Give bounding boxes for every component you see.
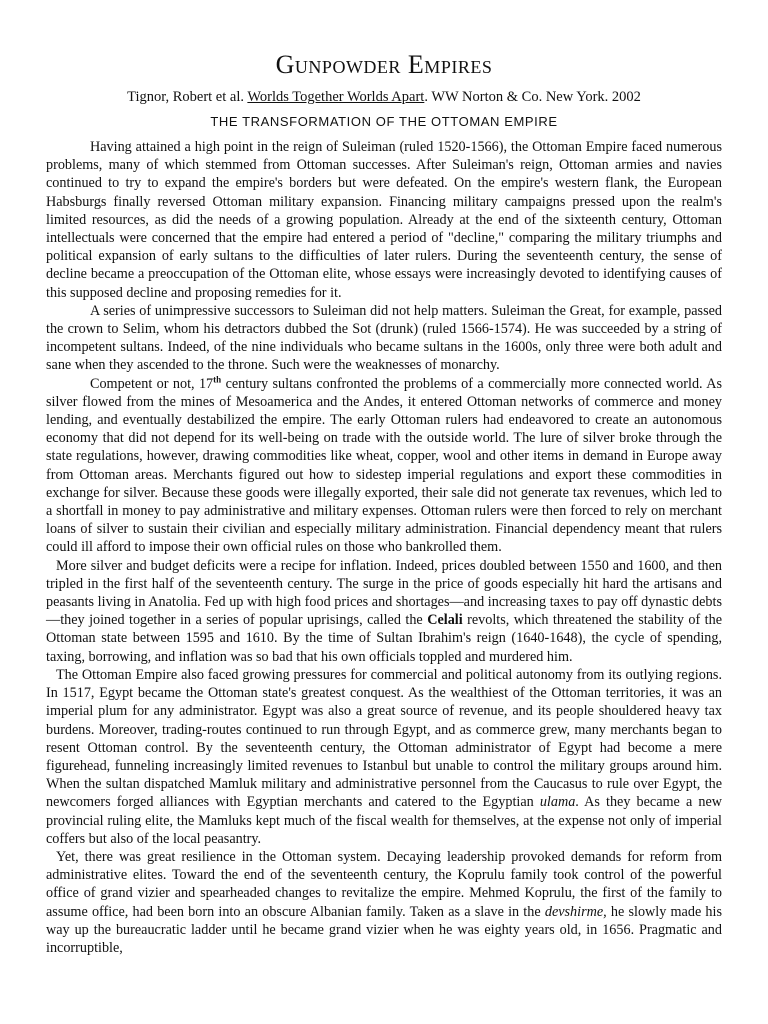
- paragraph-5: [46, 666, 722, 848]
- term-ulama: ulama: [539, 794, 576, 811]
- citation: [46, 88, 722, 106]
- citation-work: Worlds Together Worlds Apart: [247, 89, 425, 105]
- citation-authors: Tignor, Robert et al.: [127, 89, 244, 105]
- paragraph-4: [46, 557, 722, 666]
- paragraph-6-start: Yet, there was great resilience in the Ottoman system. Decaying leadership provoked demands for reform from administrative elites. Toward the end of the seventeenth century, the Koprulu family took control of the powerful office of grand vizier and spearheaded changes to revitalize the empire. Mehmed Koprulu, the first of the family to assume office, had been born into an obscure Albanian family. Taken as a slave in the: [46, 848, 722, 920]
- paragraph-4-start: More silver and budget deficits were a recipe for inflation. Indeed, prices doubled between 1550 and 1600, and then tripled in the first half of the seventeenth century. The surge in the price of goods especially hit hard the artisans and peasants living in Anatolia. Fed up with high food prices and shortages—and increasing taxes to pay off dynastic debts—they joined together in a series of popular uprisings, called the: [46, 557, 722, 629]
- page-title: Gunpowder Empires: [275, 50, 493, 79]
- document-body: [46, 138, 722, 957]
- paragraph-5-start: The Ottoman Empire also faced growing pressures for commercial and political autonomy from its outlying regions. In 1517, Egypt became the Ottoman state's greatest conquest. As the wealthiest of the Ottoman territories, it was an imperial plum for any administrator. Egypt was also a great source of revenue, and its people shouldered heavy tax burdens. Moreover, trading-routes continued to run through Egypt, and as commerce grew, many merchants began to resent Ottoman control. By the seventeenth century, the Ottoman administrator of Egypt had become a mere figurehead, funneling increasingly limited revenues to Istanbul but unable to control the military groups around him. When the sultan dispatched Mamluk military and administrative personnel from the Caucasus to rule over Egypt, the newcomers forged alliances with Egyptian merchants and catered to the Egyptian: [46, 666, 722, 811]
- term-celali: Celali: [427, 612, 463, 629]
- section-heading: THE TRANSFORMATION OF THE OTTOMAN EMPIRE: [210, 114, 558, 129]
- paragraph-2: A series of unimpressive successors to Suleiman did not help matters. Suleiman the Great, for example, passed the crown to Selim, whom his detractors dubbed the Sot (drunk) (ruled 1566-1574). He was succeeded by a string of incompetent sultans. Indeed, of the nine individuals who became sultans in the 1600s, only three were both adult and sane when they ascended to the throne. Such were the weaknesses of monarchy.: [46, 302, 722, 374]
- superscript-th: th: [213, 373, 222, 384]
- paragraph-3-start: Competent or not, 17: [90, 375, 214, 392]
- paragraph-3-rest: century sultans confronted the problems of a commercially more connected world. As silver flowed from the mines of Mesoamerica and the Andes, it entered Ottoman networks of commerce and money lending, and eventually destabilized the empire. The early Ottoman rulers had endeavored to create an autonomous economy that did not depend for its well-being on trade with the outside world. The lure of silver broke through the state regulations, however, drawing commodities like wheat, copper, wool and other items in demand in Europe away from Ottoman areas. Merchants figured out how to sidestep imperial regulations and export these commodities in exchange for silver. Because these goods were illegally exported, their sale did not generate tax revenues, which led to a shortfall in money to pay administrative and military expenses. Ottoman rulers were then forced to rely on merchant loans of silver to sustain their civilian and especially military administration. Financial dependency meant that rulers could ill afford to impose their own official rules on those who bankrolled them.: [46, 375, 722, 556]
- paragraph-6-rest: he slowly made his way up the bureaucratic ladder until he became grand vizier when he was eighty years old, in 1656. Pragmatic and incorruptible,: [46, 903, 722, 956]
- paragraph-3: [46, 375, 722, 557]
- paragraph-4-rest: revolts, which threatened the stability of the Ottoman state between 1595 and 1610. By the time of Sultan Ibrahim's reign (1640-1648), the cycle of spending, taxing, borrowing, and inflation was so bad that his own officials toppled and murdered him.: [46, 612, 723, 665]
- term-devshirme: devshirme,: [544, 903, 607, 920]
- paragraph-5-rest: . As they became a new provincial ruling elite, the Mamluks kept much of the fiscal wealth for themselves, at the expense not only of imperial coffers but also of the local peasantry.: [46, 794, 722, 847]
- paragraph-1: Having attained a high point in the reign of Suleiman (ruled 1520-1566), the Ottoman Empire faced numerous problems, many of which stemmed from Ottoman successes. After Suleiman's reign, Ottoman armies and navies continued to try to expand the empire's borders but were defeated. On the empire's western flank, the European Habsburgs finally reversed Ottoman military expansion. Financing military campaigns pressed upon the realm's limited resources, as did the needs of a growing population. Already at the end of the sixteenth century, Ottoman intellectuals were concerned that the empire had entered a period of "decline," comparing the military triumphs and political expansion of early sultans to the difficulties of later rulers. During the seventeenth century, the sense of decline became a preoccupation of the Ottoman elite, whose essays were increasingly devoted to identifying causes of this supposed decline and proposing remedies for it.: [46, 139, 722, 301]
- paragraph-6: [46, 848, 722, 957]
- citation-publisher: . WW Norton & Co. New York. 2002: [424, 89, 641, 105]
